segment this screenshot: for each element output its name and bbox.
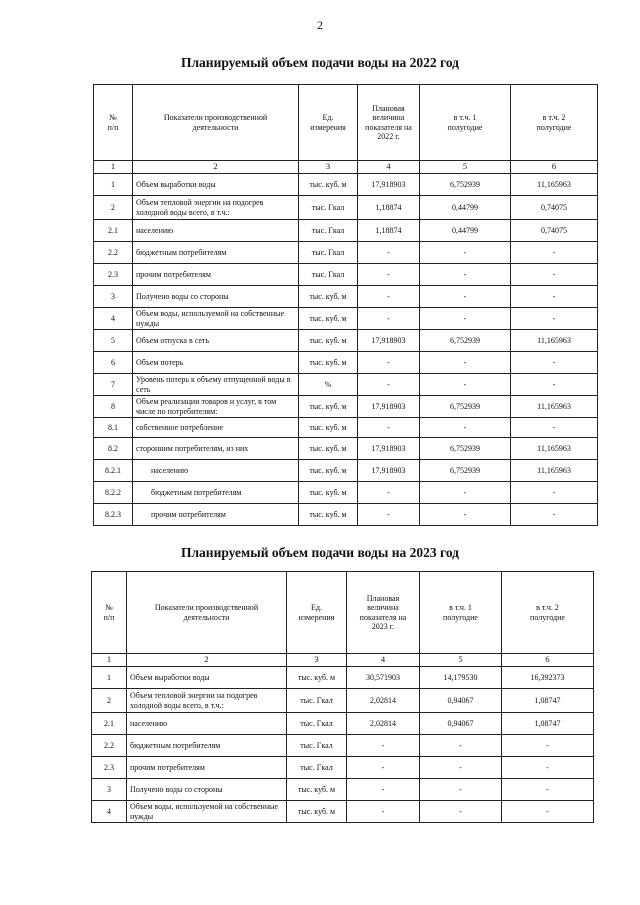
first-half-value: - [420,374,511,396]
plan-value: 1,18874 [358,196,420,220]
indicator-name: Объем потерь [133,352,299,374]
indicator-name: бюджетным потребителям [133,482,299,504]
unit: тыс. куб. м [287,667,347,689]
row-number: 4 [94,308,133,330]
column-header: в т.ч. 2 полугодие [511,85,598,161]
indicator-name: бюджетным потребителям [133,242,299,264]
first-half-value: - [420,779,502,801]
second-half-value: - [511,308,598,330]
indicator-name: прочим потребителям [133,504,299,526]
table-row [94,482,598,504]
second-half-value: - [502,801,594,823]
unit: тыс. куб. м [299,482,358,504]
plan-value: - [358,418,420,438]
row-number: 8.1 [94,418,133,438]
indicator-name: прочим потребителям [127,757,287,779]
table-row [94,308,598,330]
first-half-value: - [420,308,511,330]
unit: тыс. куб. м [287,801,347,823]
row-number: 8 [94,396,133,418]
second-half-value: - [502,779,594,801]
indicator-name: сторонним потребителям, из них [133,438,299,460]
second-half-value: 0,74075 [511,220,598,242]
table-row [94,460,598,482]
second-half-value: - [511,264,598,286]
first-half-value: - [420,735,502,757]
column-header: Ед. измерения [287,572,347,654]
first-half-value: - [420,504,511,526]
row-number: 6 [94,352,133,374]
indicator-name: Объем тепловой энергии на подогрев холодной воды всего, в т.ч.: [133,196,299,220]
column-header: № п/п [94,85,133,161]
first-half-value: 6,752939 [420,460,511,482]
first-half-value: - [420,418,511,438]
table-row [94,174,598,196]
unit: тыс. куб. м [299,438,358,460]
row-number: 8.2 [94,438,133,460]
table-row [94,264,598,286]
row-number: 2 [92,689,127,713]
indicator-name: прочим потребителям [133,264,299,286]
unit: тыс. куб. м [299,418,358,438]
plan-value: - [347,735,420,757]
column-header: в т.ч. 1 полугодие [420,572,502,654]
plan-value: 17,918903 [358,438,420,460]
plan-value: 17,918903 [358,396,420,418]
second-half-value: 11,165963 [511,438,598,460]
plan-value: - [358,264,420,286]
row-number: 4 [92,801,127,823]
row-number: 2.1 [94,220,133,242]
column-index: 2 [133,161,299,174]
header-row [94,85,598,161]
first-half-value: - [420,242,511,264]
indicator-name: Объем тепловой энергии на подогрев холодной воды всего, в т.ч.: [127,689,287,713]
column-header: в т.ч. 2 полугодие [502,572,594,654]
first-half-value: 6,752939 [420,438,511,460]
column-header: № п/п [92,572,127,654]
column-index: 5 [420,654,502,667]
plan-value: - [358,482,420,504]
indicator-name: Объем воды, используемой на собственные нужды [133,308,299,330]
unit: тыс. Гкал [287,713,347,735]
plan-value: 30,571903 [347,667,420,689]
table-row [92,689,594,713]
second-half-value: - [502,735,594,757]
unit: тыс. куб. м [299,330,358,352]
indicator-name: Объем отпуска в сеть [133,330,299,352]
second-half-value: 1,08747 [502,689,594,713]
indicator-name: Получено воды со стороны [133,286,299,308]
first-half-value: - [420,801,502,823]
unit: тыс. куб. м [299,460,358,482]
unit: тыс. куб. м [299,352,358,374]
second-half-value: 11,165963 [511,174,598,196]
indicator-name: Объем воды, используемой на собственные нужды [127,801,287,823]
first-half-value: 6,752939 [420,174,511,196]
plan-value: 2,02814 [347,713,420,735]
table-2022 [93,84,598,526]
row-number: 1 [92,667,127,689]
first-half-value: - [420,264,511,286]
unit: % [299,374,358,396]
column-header: Ед. измерения [299,85,358,161]
column-header: Плановая величина показателя на 2022 г. [358,85,420,161]
indicator-name: Объем реализации товаров и услуг, в том числе по потребителям: [133,396,299,418]
first-half-value: - [420,352,511,374]
row-number: 3 [92,779,127,801]
plan-value: - [358,352,420,374]
first-half-value: - [420,757,502,779]
table-row [94,396,598,418]
column-index: 4 [358,161,420,174]
unit: тыс. Гкал [287,735,347,757]
table-row [94,286,598,308]
column-header: в т.ч. 1 полугодие [420,85,511,161]
first-half-value: 14,179530 [420,667,502,689]
column-index: 6 [511,161,598,174]
table-row [92,735,594,757]
plan-value: - [358,504,420,526]
table-row [94,220,598,242]
page-number: 2 [317,18,323,32]
table-row [92,779,594,801]
row-number: 2.1 [92,713,127,735]
header-row [92,572,594,654]
row-number: 2.3 [94,264,133,286]
indicator-name: Получено воды со стороны [127,779,287,801]
second-half-value: - [502,757,594,779]
first-half-value: 6,752939 [420,396,511,418]
second-half-value: 0,74075 [511,196,598,220]
first-half-value: 0,94067 [420,689,502,713]
table-row [94,418,598,438]
first-half-value: 0,44799 [420,196,511,220]
plan-value: 2,02814 [347,689,420,713]
row-number: 7 [94,374,133,396]
table-row [92,757,594,779]
section-2022-title: Планируемый объем подачи воды на 2022 год [180,55,460,70]
unit: тыс. Гкал [299,196,358,220]
unit: тыс. Гкал [299,220,358,242]
row-number: 2.3 [92,757,127,779]
column-index: 3 [299,161,358,174]
row-number: 5 [94,330,133,352]
table-row [92,801,594,823]
first-half-value: 0,44799 [420,220,511,242]
second-half-value: 16,392373 [502,667,594,689]
second-half-value: - [511,374,598,396]
plan-value: - [358,374,420,396]
column-index: 6 [502,654,594,667]
plan-value: 17,918903 [358,330,420,352]
table-row [92,667,594,689]
unit: тыс. куб. м [299,396,358,418]
column-index: 4 [347,654,420,667]
table-row [94,196,598,220]
indicator-name: населению [133,460,299,482]
second-half-value: - [511,418,598,438]
plan-value: - [347,779,420,801]
unit: тыс. Гкал [287,757,347,779]
table-row [92,713,594,735]
second-half-value: - [511,352,598,374]
unit: тыс. Гкал [299,264,358,286]
unit: тыс. куб. м [299,286,358,308]
row-number: 8.2.1 [94,460,133,482]
first-half-value: - [420,286,511,308]
plan-value: 17,918903 [358,174,420,196]
unit: тыс. куб. м [299,504,358,526]
unit: тыс. Гкал [299,242,358,264]
column-index-row [94,161,598,174]
column-header: Плановая величина показателя на 2023 г. [347,572,420,654]
table-row [94,438,598,460]
row-number: 2 [94,196,133,220]
table-2023 [91,571,594,823]
second-half-value: 11,165963 [511,396,598,418]
row-number: 2.2 [92,735,127,757]
row-number: 1 [94,174,133,196]
plan-value: 17,918903 [358,460,420,482]
indicator-name: Объем выработки воды [127,667,287,689]
plan-value: - [347,801,420,823]
column-header: Показатели производственной деятельности [127,572,287,654]
row-number: 8.2.2 [94,482,133,504]
table-row [94,330,598,352]
table-row [94,242,598,264]
row-number: 2.2 [94,242,133,264]
column-index: 1 [94,161,133,174]
indicator-name: собственное потребление [133,418,299,438]
second-half-value: - [511,504,598,526]
second-half-value: 1,08747 [502,713,594,735]
first-half-value: 0,94067 [420,713,502,735]
unit: тыс. Гкал [287,689,347,713]
indicator-name: бюджетным потребителям [127,735,287,757]
plan-value: - [358,286,420,308]
unit: тыс. куб. м [287,779,347,801]
plan-value: - [358,308,420,330]
column-index: 2 [127,654,287,667]
indicator-name: Объем выработки воды [133,174,299,196]
indicator-name: населению [127,713,287,735]
second-half-value: 11,165963 [511,330,598,352]
column-index: 5 [420,161,511,174]
first-half-value: 6,752939 [420,330,511,352]
plan-value: - [358,242,420,264]
column-index: 3 [287,654,347,667]
plan-value: - [347,757,420,779]
section-2023-title: Планируемый объем подачи воды на 2023 год [180,545,460,560]
column-header: Показатели производственной деятельности [133,85,299,161]
column-index-row [92,654,594,667]
second-half-value: - [511,482,598,504]
row-number: 8.2.3 [94,504,133,526]
indicator-name: Уровень потерь к объему отпущенной воды в сеть [133,374,299,396]
unit: тыс. куб. м [299,174,358,196]
table-row [94,374,598,396]
table-row [94,504,598,526]
row-number: 3 [94,286,133,308]
indicator-name: населению [133,220,299,242]
second-half-value: - [511,242,598,264]
first-half-value: - [420,482,511,504]
column-index: 1 [92,654,127,667]
plan-value: 1,18874 [358,220,420,242]
second-half-value: - [511,286,598,308]
table-row [94,352,598,374]
unit: тыс. куб. м [299,308,358,330]
second-half-value: 11,165963 [511,460,598,482]
